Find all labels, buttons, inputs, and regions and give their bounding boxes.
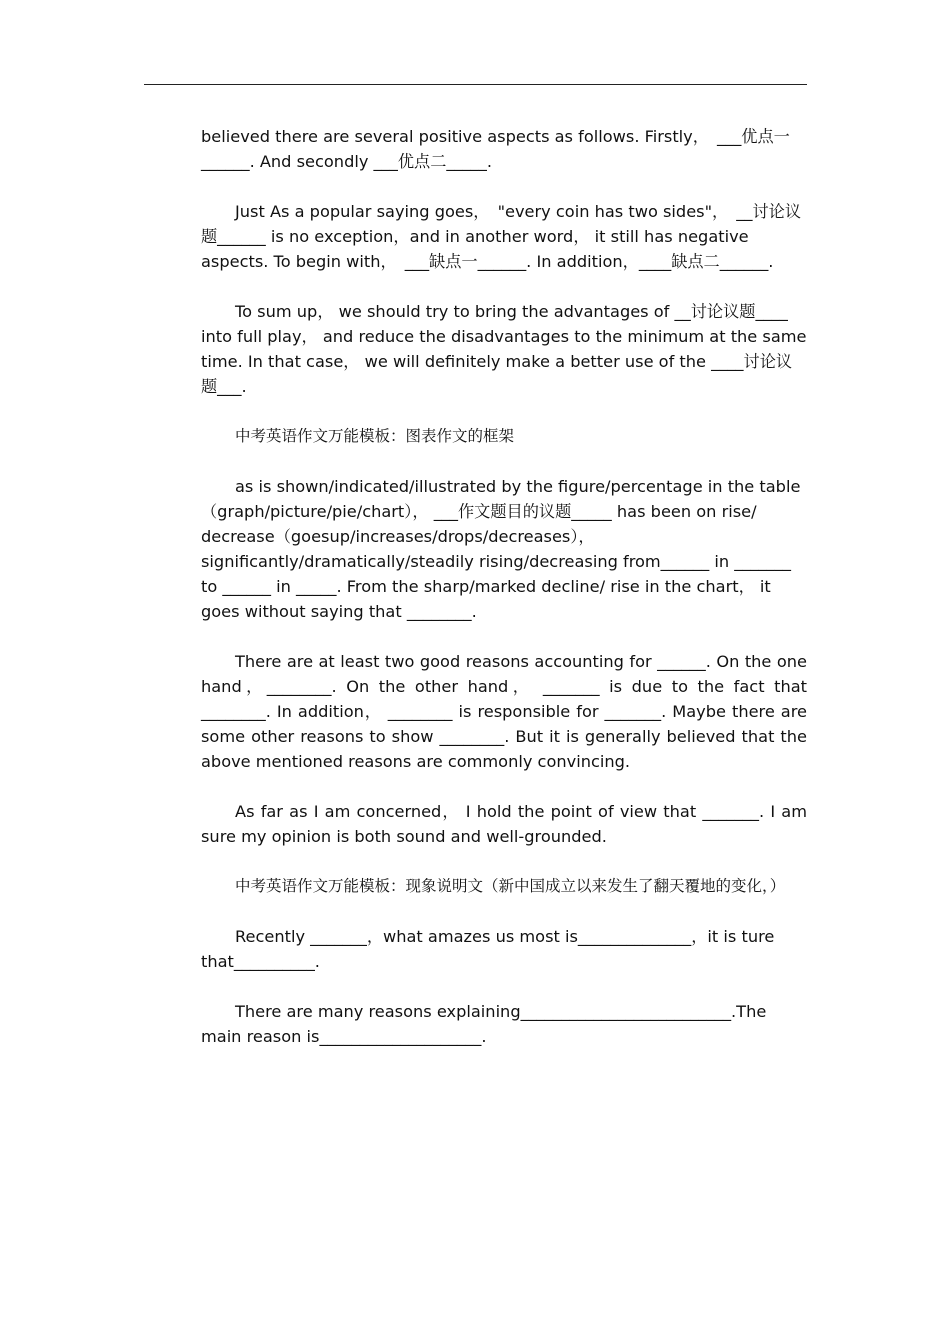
paragraph-chart-description: as is shown/indicated/illustrated by the figure/percentage in the table（graph/picture/pie/chart）， ___作文题目的议题_____ has been on rise/ decrease（goesup/increases/drops/decreases），significantly/dramatically/steadily rising/decreasing from______ in _______ to ______ in _____. From the sharp/marked decline/ rise in the chart， it goes without saying that ________. [201, 477, 801, 621]
paragraph-opinion: As far as I am concerned， I hold the point of view that _______. I am sure my opinion is both sound and well-grounded. [201, 802, 807, 846]
paragraph-disadvantages: Just As a popular saying goes， "every coin has two sides"， __讨论议题______ is no exception，and in another word， it still has negative aspects. To begin with， ___缺点一______. In addition，____缺点二______. [201, 202, 802, 271]
document-body [201, 124, 807, 1074]
paragraph-main-reason: There are many reasons explaining__________________________.The main reason is____________________. [201, 1002, 767, 1046]
paragraph-conclusion: To sum up， we should try to bring the advantages of __讨论议题____ into full play， and reduce the disadvantages to the minimum at the same time. In that case， we will definitely make a better use of the ____讨论议题___. [201, 302, 807, 396]
section-heading-chart-essay: 中考英语作文万能模板：图表作文的框架 [235, 427, 515, 445]
paragraph-advantages: believed there are several positive aspects as follows. Firstly， ___优点一______. And secondly ___优点二_____. [201, 127, 790, 171]
paragraph-reasons: There are at least two good reasons accounting for ______. On the one hand，________. On the other hand， _______ is due to the fact that ________. In addition， ________ is responsible for _______. Maybe there are some other reasons to show ________. But it is generally believed that the above mentioned reasons are commonly convincing. [201, 652, 807, 771]
section-heading-phenomenon-essay: 中考英语作文万能模板：现象说明文（新中国成立以来发生了翻天覆地的变化，） [235, 877, 786, 895]
paragraph-recently: Recently _______，what amazes us most is______________，it is ture that__________. [201, 927, 775, 971]
header-rule [144, 84, 807, 85]
